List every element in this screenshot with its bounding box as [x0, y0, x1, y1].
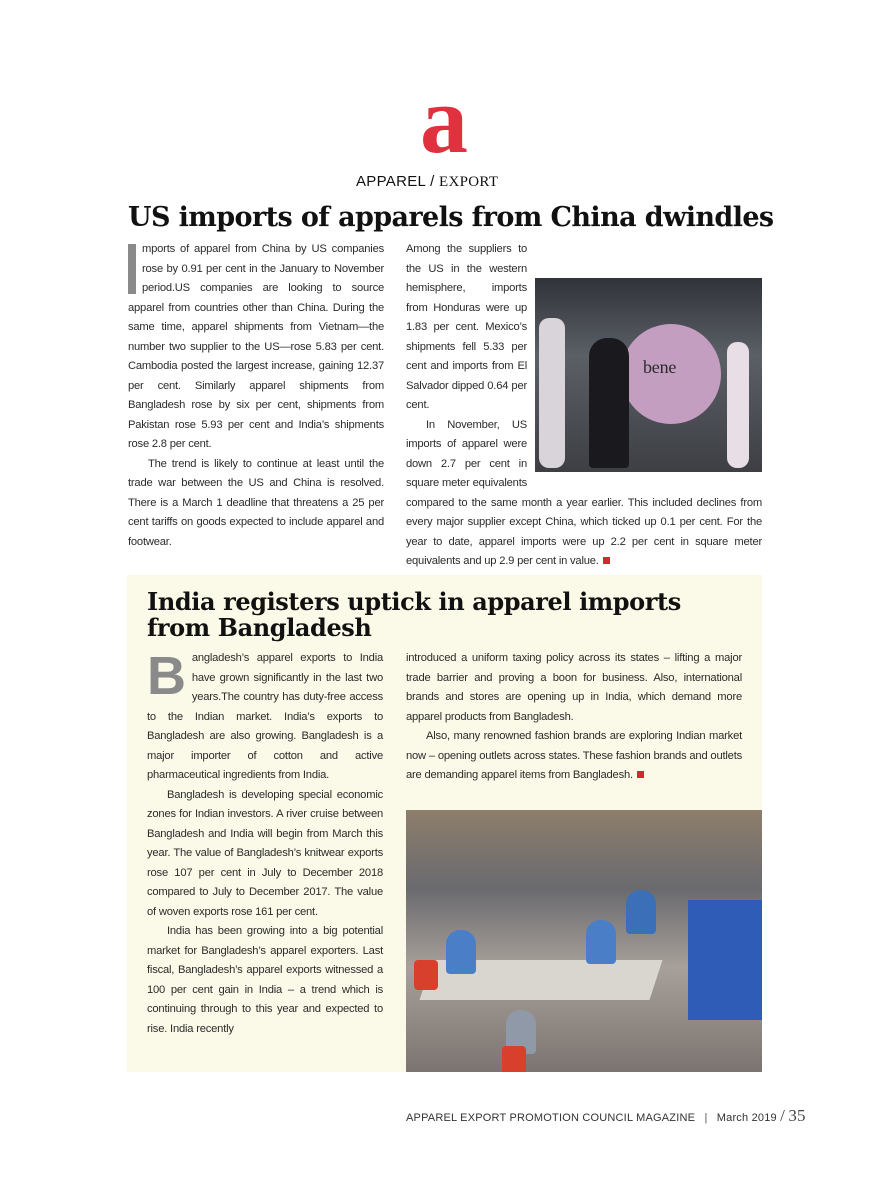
- section-label: [356, 173, 536, 191]
- footer-page-separator: /: [780, 1106, 786, 1125]
- article1-paragraph-text: In November, US imports of apparel were down 2.7 per cent in square meter equivalents compared to the same month a year earlier. This included declines from every major supplier except China, which ticked up 0.1 per cent. For the year to date, apparel imports were up 2.2 per cent in square meter equivalents and up 2.9 per cent in value.: [406, 418, 762, 567]
- section-label-part2: EXPORT: [439, 174, 499, 190]
- article1-column-2: [406, 240, 762, 572]
- garment-factory-photo: [406, 810, 762, 1072]
- article2-paragraph: [147, 646, 383, 786]
- article2-column-2: [406, 649, 742, 786]
- ornament-sign: [621, 324, 721, 424]
- article2-column-1: [147, 646, 383, 1039]
- article1-paragraph: [406, 240, 762, 416]
- footer-magazine-name: APPAREL EXPORT PROMOTION COUNCIL MAGAZINE: [406, 1112, 696, 1124]
- end-of-article-mark: [637, 771, 644, 778]
- shopper-figure: [589, 338, 629, 468]
- article1-paragraph: The trend is likely to continue at least until the trade war between the US and China is resolved. There is a March 1 deadline that threatens a 25 per cent tariffs on goods expected to include apparel and footwear.: [128, 457, 384, 548]
- mannequin-figure: [727, 342, 749, 468]
- article2-paragraph: India has been growing into a big potential market for Bangladesh’s apparel exporters. Last fiscal, Bangladesh’s apparel exports witnessed a 100 per cent gain in India – a trend which is continuing through to this year and expected to rise. India recently: [147, 925, 383, 1035]
- article2-paragraph: Bangladesh is developing special economic zones for Indian investors. A river cruise between Bangladesh and India will begin from March this year. The value of Bangladesh’s knitwear exports rose 107 per cent in July to December 2018 compared to July to December 2017. The value of woven exports rose 161 per cent.: [147, 788, 383, 918]
- storefront-photo: [535, 278, 762, 472]
- article1-paragraph: [128, 240, 384, 455]
- article1-paragraph-text: mports of apparel from China by US companies rose by 0.91 per cent in the January to November period.US companies are looking to source apparel from countries other than China. During the same time, apparel shipments from Vietnam—the number two supplier to the US—rose 5.83 per cent. Cambodia posted the largest increase, gaining 12.37 per cent. Similarly apparel shipments from Bangladesh rose by six per cent, shipments from Pakistan rose 5.93 per cent and India’s shipments rose 2.8 per cent.: [128, 243, 384, 450]
- article2-title: India registers uptick in apparel imports from Bangladesh: [147, 587, 681, 642]
- article2-paragraph-text: Also, many renowned fashion brands are exploring Indian market now – opening outlets across states. These fashion brands and outlets are demanding apparel items from Bangladesh.: [406, 730, 742, 781]
- section-label-separator: /: [430, 173, 435, 190]
- chair: [414, 960, 438, 990]
- drop-cap: [128, 244, 136, 294]
- article2-paragraph: [406, 727, 742, 786]
- end-of-article-mark: [603, 557, 610, 564]
- clothing-rack: [688, 900, 762, 1020]
- article1-column-1: [128, 240, 384, 552]
- footer-issue-date: March 2019: [716, 1112, 777, 1124]
- article1-title: US imports of apparels from China dwindles: [128, 202, 774, 233]
- article2-paragraph-text: angladesh’s apparel exports to India have grown significantly in the last two years.The country has duty-free access to the Indian market. India’s exports to Bangladesh are also growing. Bangladesh is a major importer of cotton and active pharmaceutical ingredients from India.: [147, 652, 383, 781]
- section-label-part1: APPAREL: [356, 173, 426, 190]
- magazine-logo: a: [420, 66, 468, 173]
- article1-paragraph-text: Among the suppliers to the US in the western hemisphere, imports from Honduras were up 1.83 per cent. Mexico’s shipments fell 5.33 per cent and imports from El Salvador dipped 0.64 per cent.: [406, 243, 527, 411]
- footer-separator: |: [704, 1112, 708, 1124]
- worker-figure: [586, 920, 616, 964]
- store-sign-text: bene: [643, 357, 677, 377]
- drop-cap: B: [147, 646, 186, 706]
- page-footer: [406, 1106, 806, 1126]
- article2-paragraph: introduced a uniform taxing policy across its states – lifting a major trade barrier and proving a boon for business. Also, international brands and stores are opening up in India, which demand more apparel products from Bangladesh.: [406, 652, 742, 723]
- mannequin-figure: [539, 318, 565, 468]
- worker-figure: [446, 930, 476, 974]
- page-number: 35: [788, 1106, 806, 1125]
- chair: [502, 1046, 526, 1072]
- worker-figure: [626, 890, 656, 934]
